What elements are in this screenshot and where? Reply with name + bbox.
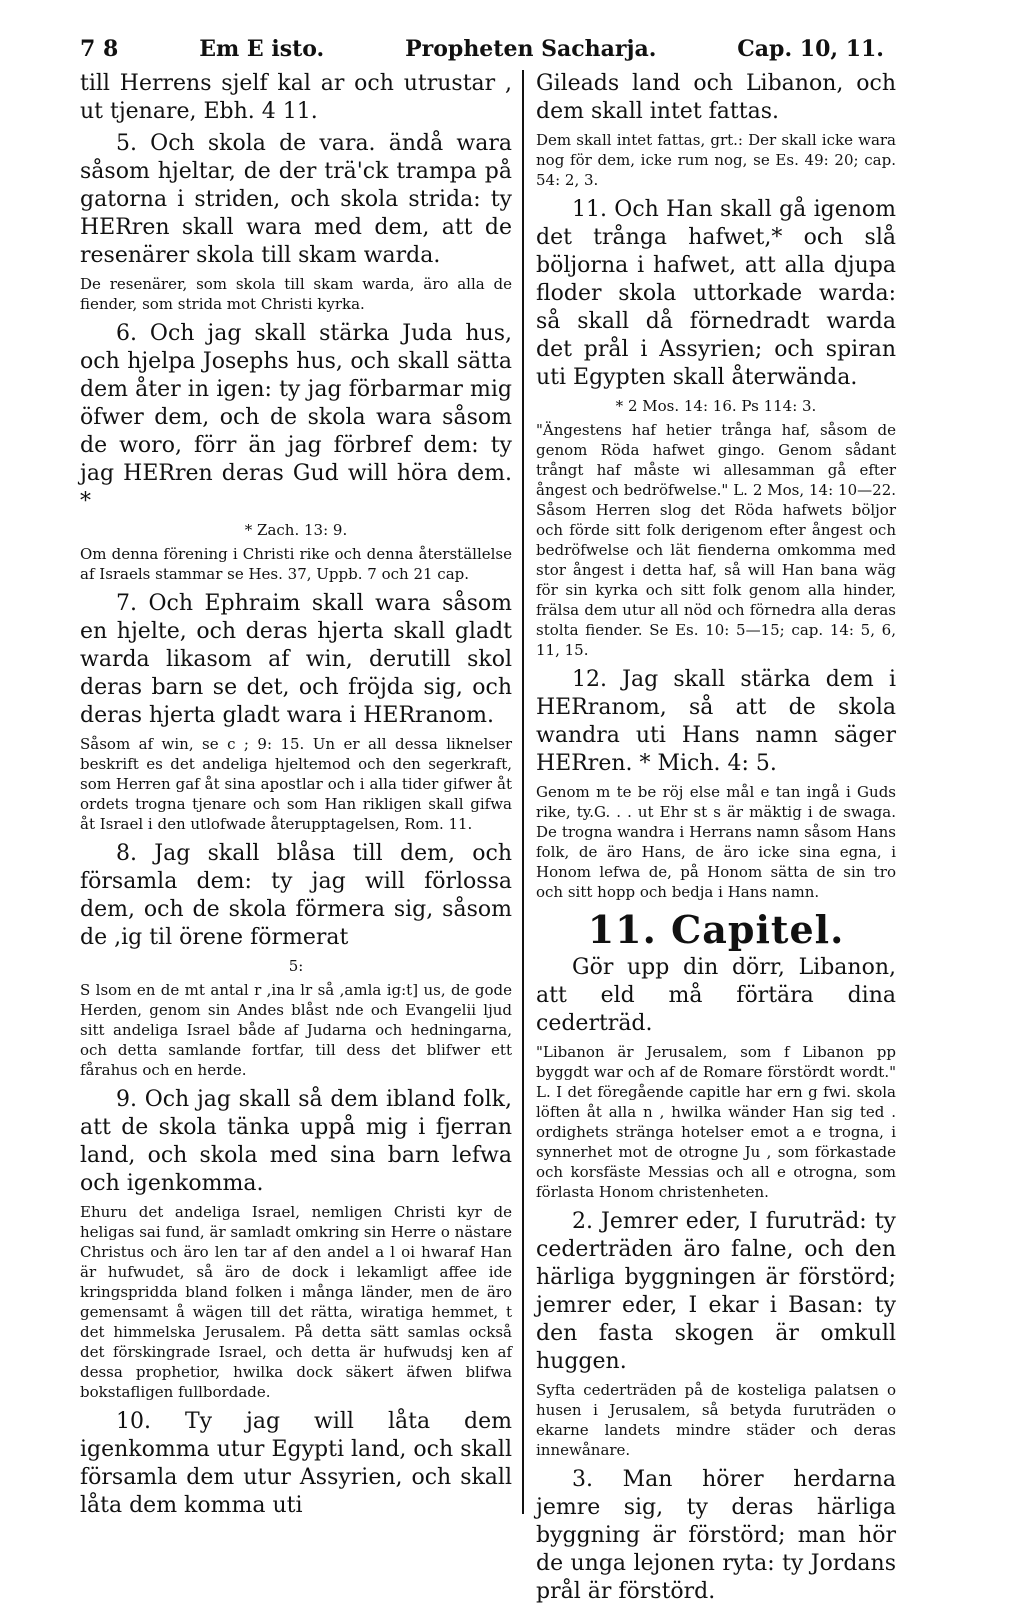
left-verse-8: 8. Jag skall blåsa till dem, och församla dem: ty jag will förlossa dem, och de skola förmera sig, såsom de ,ig til örene förmerat [80, 841, 512, 950]
right-note-4: "Ängestens haf hetier trånga haf, såsom de genom Röda hafwet gingo. Genom sådant trångt haf måste wi allesamman gå efter ångest och bedröfwelse." L. 2 Mos, 14: 10—22. Såsom Herren slog det Röda hafwets böljor och förde sitt folk derigenom efter ångest och bedröfwelse och lät fienderna omkomma med stor ångest i detta haf, så will Han bana wäg för sin kyrka och sitt folk genom alla hinder, frälsa dem utur all nöd och förnedra alla deras stolta fiender. Se Es. 10: 5—15; cap. 14: 5, 6, 11, 15. [536, 421, 896, 659]
left-ref-4: * Zach. 13: 9. [244, 521, 348, 539]
page-header [80, 32, 884, 66]
page-number: 7 8 [80, 36, 119, 62]
left-note-10: S lsom en de mt antal r ,ina lr så ,amla ig:t] us, de gode Herden, genom sin Andes blåst nde och Evangelii ljud sitt andeliga Israel både af Judarna och hedningarna, och detta samlande fortfar, till dess det blifwer ett fårahus och en herde. [80, 981, 512, 1079]
right-note-9: "Libanon är Jerusalem, som f Libanon pp byggdt war och af de Romare förstördt wordt." L. I det föregående capitle har ern g fwi. skola löften åt alla n , hwilka wänder Han sig ted . ordighets stränga hotelser emot a e trogna, i synnerhet mot de otrogne Ju , som förkastade och korsfäste Messias och all e otrogna, som förlasta Honom christenheten. [536, 1043, 896, 1201]
right-verse-12: 3. Man hörer herdarna jemre sig, ty deras härliga byggning är förstörd; man hör de unga lejonen ryta: ty Jordans prål är förstörd. [536, 1467, 896, 1604]
right-column [536, 70, 896, 1604]
right-verse-0: Gileads land och Libanon, och dem skall intet fattas. [536, 71, 896, 124]
left-ref-9: 5: [288, 957, 304, 975]
right-note-11: Syfta cederträden på de kosteliga palatsen o husen i Jerusalem, så betyda furuträden o ekarne landets mindre städer och deras innewånare. [536, 1381, 896, 1459]
left-verse-3: 6. Och jag skall stärka Juda hus, och hjelpa Josephs hus, och skall sätta dem åter in igen: ty jag förbarmar mig öfwer dem, och de skola wara såsom de woro, förr än jag förbref dem: ty jag HERren deras Gud will höra dem. * [80, 321, 512, 514]
left-verse-6: 7. Och Ephraim skall wara såsom en hjelte, och deras hjerta skall gladt warda likasom af win, derutill skol deras barn se det, och fröjda sig, och deras hjerta gladt wara i HERranom. [80, 591, 512, 728]
right-heading-7: 11. Capitel. [587, 907, 845, 952]
left-verse-11: 9. Och jag skall så dem ibland folk, att de skola tänka uppå mig i fjerran land, och skola med sina barn lefwa och igenkomma. [80, 1087, 512, 1196]
left-verse-1: 5. Och skola de vara. ändå wara såsom hjeltar, de der trä'ck trampa på gatorna i striden, och skola strida: ty HERren skall wara med dem, att de resenärer skola till skam warda. [80, 131, 512, 268]
left-note-7: Såsom af win, se c ; 9: 15. Un er all dessa liknelser beskrift es det andeliga hjeltemod och den segerkraft, som Herren gaf åt sina apostlar och i alla tider gifwer åt ordets trogna tjenare och som Han rikligen skall gifwa åt Israel i den utlofwade återupptagelsen, Rom. 11. [80, 735, 512, 833]
left-column [80, 70, 512, 1564]
right-verse-10: 2. Jemrer eder, I furuträd: ty cederträden äro falne, och den härliga byggningen är förstörd; jemrer eder, I ekar i Basan: ty den fasta skogen är omkull huggen. [536, 1209, 896, 1374]
running-head-center: Propheten Sacharja. [405, 36, 657, 62]
right-verse-2: 11. Och Han skall gå igenom det trånga hafwet,* och slå böljorna i hafwet, att alla djupa floder skola uttorkade warda: så skall då förnedradt warda det prål i Assyrien; och spiran uti Egypten skall återwända. [536, 197, 896, 390]
right-verse-8: Gör upp din dörr, Libanon, att eld må förtära dina cederträd. [536, 955, 896, 1036]
right-note-1: Dem skall intet fattas, grt.: Der skall icke wara nog för dem, icke rum nog, se Es. 49: 20; cap. 54: 2, 3. [536, 131, 896, 189]
left-note-12: Ehuru det andeliga Israel, nemligen Christi kyr de heligas sai fund, är samladt omkring sin Herre o nästare Christus och äro len tar af den andel a l oi hwaraf Han är hufwudet, så äro de dock i lekamligt affee ide kringspridda bland folken i många länder, men de äro gemensamt å wägen till det rätta, wiratiga hemmet, t det himmelska Jerusalem. På detta sätt samlas också det förskingrade Israel, och detta är hufwudsj ken af dessa prophetior, hwilka dock säkert äfwen blifwa bokstafligen fullbordade. [80, 1203, 512, 1401]
chapter-reference: Cap. 10, 11. [737, 36, 884, 62]
right-verse-5: 12. Jag skall stärka dem i HERranom, så att de skola wandra uti Hans namn säger HERren. * Mich. 4: 5. [536, 667, 896, 776]
left-note-5: Om denna förening i Christi rike och denna återställelse af Israels stammar se Hes. 37, Uppb. 7 och 21 cap. [80, 545, 512, 583]
right-ref-3: * 2 Mos. 14: 16. Ps 114: 3. [615, 397, 817, 415]
left-verse-13: 10. Ty jag will låta dem igenkomma utur Egypti land, och skall församla dem utur Assyrien, och skall låta dem komma uti [80, 1409, 512, 1518]
right-note-6: Genom m te be röj else mål e tan ingå i Guds rike, ty.G. . . ut Ehr st s är mäktig i de swaga. De trogna wandra i Herrans namn såsom Hans folk, de äro Hans, de äro icke sina egna, i Honom lefwa de, på Honom sätta de sin tro och sitt hopp och bedja i Hans namn. [536, 783, 896, 901]
running-head-left: Em E isto. [199, 36, 325, 62]
left-note-2: De resenärer, som skola till skam warda, äro alla de fiender, som strida mot Christi kyrka. [80, 275, 512, 313]
left-verse-0: till Herrens sjelf kal ar och utrustar , ut tjenare, Ebh. 4 11. [80, 71, 512, 124]
column-divider [522, 70, 524, 1514]
